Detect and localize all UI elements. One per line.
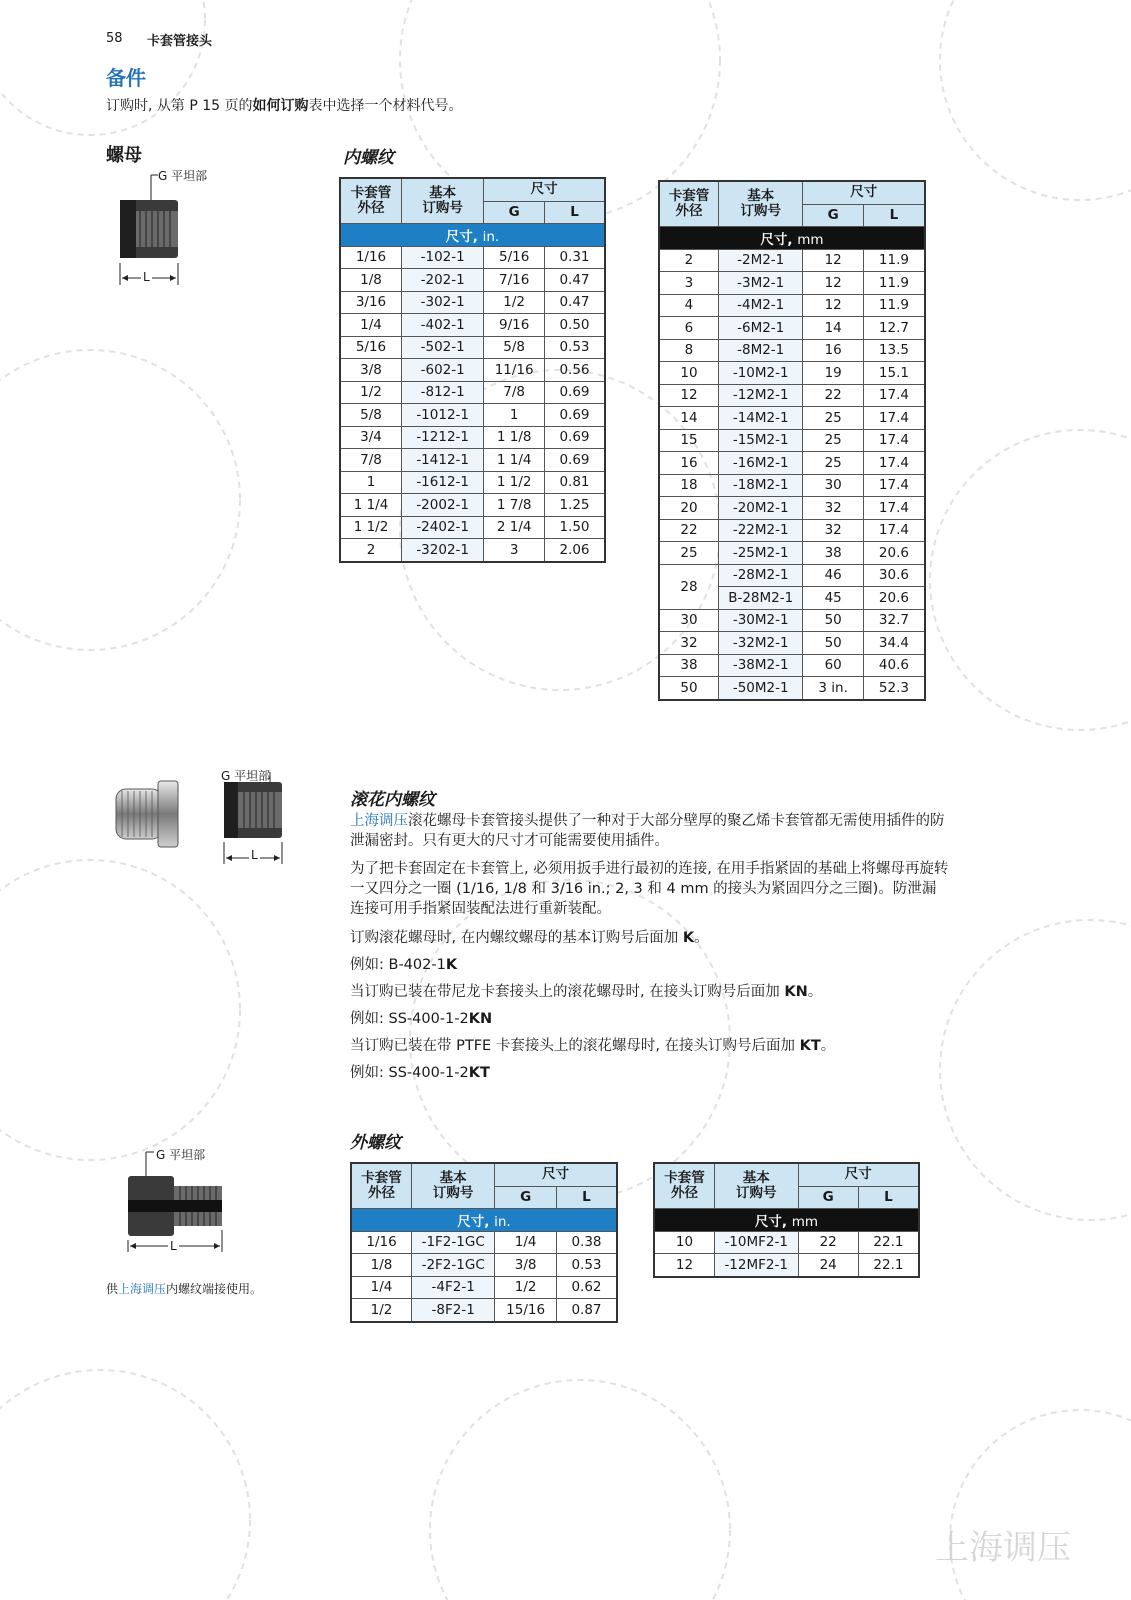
cell-l: 1.50 (544, 516, 605, 539)
knurled-paragraph-5: 当订购已装在带 PTFE 卡套接头上的滚花螺母时, 在接头订购号后面加 KT。 (350, 1038, 836, 1054)
cell-tube-od: 12 (659, 384, 718, 407)
cell-tube-od: 1/2 (351, 1299, 412, 1322)
table-row (659, 452, 925, 475)
cell-g: 1/2 (484, 291, 545, 314)
cell-order-number: -202-1 (401, 269, 483, 292)
col-basic-order: 基本 订购号 (412, 1163, 495, 1209)
table-row (340, 471, 605, 494)
knurled-heading: 滚花内螺纹 (350, 790, 435, 810)
cell-g: 12 (803, 294, 863, 317)
table-row (659, 384, 925, 407)
col-g: G (495, 1186, 557, 1209)
cell-order-number: -16M2-1 (718, 452, 803, 475)
cell-l: 12.7 (863, 317, 925, 340)
cell-l: 30.6 (863, 564, 925, 587)
cell-g: 22 (798, 1231, 858, 1254)
cell-order-number: -18M2-1 (718, 474, 803, 497)
female-inch-table (339, 177, 606, 563)
cell-tube-od: 25 (659, 542, 718, 565)
cell-tube-od: 22 (659, 519, 718, 542)
cell-l: 0.31 (544, 246, 605, 269)
cell-g: 1/4 (495, 1231, 557, 1254)
cell-order-number: -50M2-1 (718, 677, 803, 700)
col-g: G (484, 201, 545, 224)
cell-l: 13.5 (863, 339, 925, 362)
cell-l: 0.62 (556, 1276, 617, 1299)
cell-tube-od: 32 (659, 632, 718, 655)
cell-g: 5/16 (484, 246, 545, 269)
cell-tube-od: 14 (659, 407, 718, 430)
cell-order-number: -10M2-1 (718, 362, 803, 385)
cell-order-number: -3M2-1 (718, 272, 803, 295)
cell-g: 7/8 (484, 381, 545, 404)
table-row (659, 272, 925, 295)
col-basic-order: 基本 订购号 (401, 178, 483, 224)
col-dimensions: 尺寸 (798, 1163, 919, 1186)
cell-l: 0.69 (544, 449, 605, 472)
col-l: L (858, 1186, 919, 1209)
cell-tube-od: 15 (659, 429, 718, 452)
cell-tube-od: 1 1/2 (340, 516, 401, 539)
knurled-paragraph-1: 上海调压滚花螺母卡套管接头提供了一种对于大部分壁厚的聚乙烯卡套管都无需使用插件的防泄漏密封。只有更大的尺寸才可能需要使用插件。 (350, 813, 945, 849)
table-row (659, 317, 925, 340)
col-dimensions: 尺寸 (495, 1163, 617, 1186)
col-tube-od: 卡套管 外径 (351, 1163, 412, 1209)
cell-l: 2.06 (544, 539, 605, 562)
table-row (340, 494, 605, 517)
cell-tube-od: 16 (659, 452, 718, 475)
cell-order-number: -2002-1 (401, 494, 483, 517)
cell-g: 19 (803, 362, 863, 385)
cell-order-number: -25M2-1 (718, 542, 803, 565)
cell-tube-od: 2 (659, 249, 718, 272)
cell-g: 46 (803, 564, 863, 587)
cell-l: 40.6 (863, 654, 925, 677)
cell-order-number: -12MF2-1 (714, 1254, 798, 1277)
cell-order-number: -2F2-1GC (412, 1254, 495, 1277)
col-tube-od: 卡套管 外径 (659, 181, 718, 227)
cell-order-number: -602-1 (401, 359, 483, 382)
cell-tube-od: 6 (659, 317, 718, 340)
knurled-paragraph-4: 当订购已装在带尼龙卡套接头上的滚花螺母时, 在接头订购号后面加 KN。 (350, 984, 823, 1000)
cell-order-number: -102-1 (401, 246, 483, 269)
cell-l: 0.87 (556, 1299, 617, 1322)
cell-g: 16 (803, 339, 863, 362)
cell-tube-od: 30 (659, 609, 718, 632)
cell-g: 3/8 (495, 1254, 557, 1277)
col-l: L (544, 201, 605, 224)
cell-g: 1 (484, 404, 545, 427)
table-row (340, 539, 605, 562)
cell-g: 32 (803, 519, 863, 542)
cell-l: 0.47 (544, 269, 605, 292)
watermark-corner-text: 上海调压 (935, 1528, 1071, 1568)
cell-l: 34.4 (863, 632, 925, 655)
cell-tube-od: 4 (659, 294, 718, 317)
cell-order-number: -6M2-1 (718, 317, 803, 340)
table-row (340, 359, 605, 382)
unit-row: 尺寸, mm (659, 227, 925, 250)
cell-order-number: -30M2-1 (718, 609, 803, 632)
knurled-example-3: 例如: SS-400-1-2KT (350, 1065, 490, 1081)
table-row (659, 564, 925, 587)
cell-order-number: -4F2-1 (412, 1276, 495, 1299)
knurled-paragraph-2: 为了把卡套固定在卡套管上, 必须用扳手进行最初的连接, 在用手指紧固的基础上将螺母再旋转一又四分之一圈 (1/16, 1/8 和 3/16 in.; 2, 3 和 4 mm 的接头为紧固四分之三圈)。防泄漏连接可用手指紧固装配法进行重新装配。 (350, 861, 949, 917)
nuts-heading: 螺母 (106, 145, 142, 166)
col-basic-order: 基本 订购号 (714, 1163, 798, 1209)
cell-order-number: -402-1 (401, 314, 483, 337)
cell-l: 32.7 (863, 609, 925, 632)
cell-g: 1 7/8 (484, 494, 545, 517)
unit-row: 尺寸, in. (351, 1209, 617, 1232)
unit-row: 尺寸, mm (654, 1209, 919, 1232)
cell-l: 17.4 (863, 497, 925, 520)
section-title: 备件 (106, 66, 146, 90)
col-tube-od: 卡套管 外径 (340, 178, 401, 224)
cell-g: 22 (803, 384, 863, 407)
cell-tube-od: 50 (659, 677, 718, 700)
cell-l: 0.69 (544, 381, 605, 404)
cell-g: 60 (803, 654, 863, 677)
cell-g: 9/16 (484, 314, 545, 337)
cell-g: 12 (803, 272, 863, 295)
cell-g: 45 (803, 587, 863, 610)
cell-l: 20.6 (863, 587, 925, 610)
table-row (659, 474, 925, 497)
cell-order-number: -38M2-1 (718, 654, 803, 677)
col-tube-od: 卡套管 外径 (654, 1163, 714, 1209)
cell-order-number: -502-1 (401, 336, 483, 359)
cell-l: 17.4 (863, 452, 925, 475)
cell-tube-od: 3/4 (340, 426, 401, 449)
cell-order-number: -3202-1 (401, 539, 483, 562)
cell-tube-od: 5/16 (340, 336, 401, 359)
cell-order-number: -1F2-1GC (412, 1231, 495, 1254)
cell-tube-od: 12 (654, 1254, 714, 1277)
col-l: L (556, 1186, 617, 1209)
cell-order-number: -15M2-1 (718, 429, 803, 452)
cell-l: 1.25 (544, 494, 605, 517)
cell-l: 0.56 (544, 359, 605, 382)
cell-tube-od: 18 (659, 474, 718, 497)
cell-tube-od: 7/8 (340, 449, 401, 472)
cell-g: 25 (803, 452, 863, 475)
cell-g: 7/16 (484, 269, 545, 292)
cell-g: 32 (803, 497, 863, 520)
cell-tube-od: 5/8 (340, 404, 401, 427)
cell-tube-od: 1 (340, 471, 401, 494)
cell-g: 24 (798, 1254, 858, 1277)
table-row (340, 449, 605, 472)
cell-tube-od: 1/4 (351, 1276, 412, 1299)
table-row (351, 1276, 617, 1299)
cell-order-number: -28M2-1 (718, 564, 803, 587)
cell-tube-od: 1/8 (340, 269, 401, 292)
cell-l: 17.4 (863, 519, 925, 542)
cell-tube-od: 1/16 (340, 246, 401, 269)
cell-l: 0.50 (544, 314, 605, 337)
cell-l: 11.9 (863, 272, 925, 295)
table-row (351, 1254, 617, 1277)
table-row (351, 1231, 617, 1254)
cell-tube-od: 10 (659, 362, 718, 385)
page-number: 58 (106, 31, 123, 46)
table-row (340, 381, 605, 404)
table-row (659, 429, 925, 452)
male-length-label: L (170, 1239, 177, 1253)
cell-tube-od: 3/8 (340, 359, 401, 382)
cell-order-number: B-28M2-1 (718, 587, 803, 610)
cell-g: 1 1/4 (484, 449, 545, 472)
unit-row: 尺寸, in. (340, 224, 605, 247)
cell-g: 2 1/4 (484, 516, 545, 539)
chapter-title: 卡套管接头 (147, 34, 213, 49)
cell-g: 50 (803, 632, 863, 655)
cell-l: 11.9 (863, 249, 925, 272)
col-dimensions: 尺寸 (484, 178, 605, 201)
cell-order-number: -302-1 (401, 291, 483, 314)
table-row (351, 1299, 617, 1322)
cell-l: 0.38 (556, 1231, 617, 1254)
male-note: 供上海调压内螺纹端接使用。 (106, 1282, 263, 1296)
cell-g: 1 1/8 (484, 426, 545, 449)
cell-l: 52.3 (863, 677, 925, 700)
table-row (340, 336, 605, 359)
nut-flat-label: G 平坦部 (158, 169, 208, 183)
cell-l: 22.1 (858, 1231, 919, 1254)
cell-g: 30 (803, 474, 863, 497)
cell-order-number: -8M2-1 (718, 339, 803, 362)
cell-l: 0.81 (544, 471, 605, 494)
cell-g: 12 (803, 249, 863, 272)
col-g: G (798, 1186, 858, 1209)
cell-order-number: -8F2-1 (412, 1299, 495, 1322)
cell-g: 38 (803, 542, 863, 565)
table-row (659, 677, 925, 700)
cell-g: 25 (803, 407, 863, 430)
cell-l: 15.1 (863, 362, 925, 385)
cell-order-number: -1012-1 (401, 404, 483, 427)
cell-order-number: -2M2-1 (718, 249, 803, 272)
table-row (659, 339, 925, 362)
cell-l: 22.1 (858, 1254, 919, 1277)
table-row (659, 542, 925, 565)
cell-order-number: -4M2-1 (718, 294, 803, 317)
cell-order-number: -20M2-1 (718, 497, 803, 520)
cell-tube-od: 28 (659, 564, 718, 609)
cell-tube-od: 1 1/4 (340, 494, 401, 517)
female-mm-table (658, 180, 926, 701)
table-row (659, 294, 925, 317)
nut-female-drawing (106, 165, 216, 295)
cell-order-number: -32M2-1 (718, 632, 803, 655)
cell-g: 25 (803, 429, 863, 452)
cell-tube-od: 1/2 (340, 381, 401, 404)
cell-g: 14 (803, 317, 863, 340)
cell-g: 50 (803, 609, 863, 632)
cell-order-number: -22M2-1 (718, 519, 803, 542)
table-row (340, 291, 605, 314)
knurled-nut-photo (112, 775, 184, 855)
cell-l: 17.4 (863, 384, 925, 407)
cell-tube-od: 3 (659, 272, 718, 295)
knurled-paragraph-3: 订购滚花螺母时, 在内螺纹螺母的基本订购号后面加 K。 (350, 930, 709, 946)
cell-tube-od: 1/16 (351, 1231, 412, 1254)
cell-l: 20.6 (863, 542, 925, 565)
cell-l: 0.69 (544, 404, 605, 427)
cell-g: 15/16 (495, 1299, 557, 1322)
male-flat-label: G 平坦部 (156, 1148, 206, 1162)
cell-order-number: -812-1 (401, 381, 483, 404)
table-row (659, 362, 925, 385)
cell-tube-od: 38 (659, 654, 718, 677)
cell-tube-od: 10 (654, 1231, 714, 1254)
cell-l: 0.69 (544, 426, 605, 449)
cell-tube-od: 2 (340, 539, 401, 562)
table-row (654, 1254, 919, 1277)
cell-tube-od: 1/4 (340, 314, 401, 337)
cell-l: 11.9 (863, 294, 925, 317)
table-row (659, 519, 925, 542)
cell-order-number: -14M2-1 (718, 407, 803, 430)
cell-g: 1/2 (495, 1276, 557, 1299)
cell-order-number: -1612-1 (401, 471, 483, 494)
cell-tube-od: 8 (659, 339, 718, 362)
cell-l: 17.4 (863, 474, 925, 497)
male-mm-table (653, 1162, 920, 1278)
table-row (340, 314, 605, 337)
table-row (659, 654, 925, 677)
knurled-example-1: 例如: B-402-1K (350, 957, 458, 973)
cell-g: 11/16 (484, 359, 545, 382)
table-row (340, 246, 605, 269)
female-thread-heading: 内螺纹 (343, 148, 394, 168)
cell-g: 3 (484, 539, 545, 562)
cell-order-number: -12M2-1 (718, 384, 803, 407)
table-row (654, 1231, 919, 1254)
table-row (340, 516, 605, 539)
cell-tube-od: 1/8 (351, 1254, 412, 1277)
male-inch-table (350, 1162, 618, 1323)
cell-g: 5/8 (484, 336, 545, 359)
knurled-example-2: 例如: SS-400-1-2KN (350, 1011, 493, 1027)
knurled-length-label: L (251, 848, 258, 862)
table-row (340, 426, 605, 449)
cell-l: 0.47 (544, 291, 605, 314)
cell-tube-od: 20 (659, 497, 718, 520)
cell-tube-od: 3/16 (340, 291, 401, 314)
knurled-flat-label: G 平坦部 (221, 769, 271, 783)
cell-l: 0.53 (544, 336, 605, 359)
cell-g: 3 in. (803, 677, 863, 700)
table-row (340, 269, 605, 292)
male-thread-heading: 外螺纹 (350, 1133, 401, 1153)
cell-order-number: -2402-1 (401, 516, 483, 539)
table-row (340, 404, 605, 427)
cell-l: 17.4 (863, 407, 925, 430)
col-l: L (863, 204, 925, 227)
col-basic-order: 基本 订购号 (718, 181, 803, 227)
nut-length-label: L (143, 270, 150, 284)
col-g: G (803, 204, 863, 227)
col-dimensions: 尺寸 (803, 181, 925, 204)
table-row (659, 497, 925, 520)
table-row (659, 249, 925, 272)
cell-order-number: -1212-1 (401, 426, 483, 449)
section-intro: 订购时, 从第 P 15 页的如何订购表中选择一个材料代号。 (106, 98, 463, 114)
cell-order-number: -1412-1 (401, 449, 483, 472)
cell-order-number: -10MF2-1 (714, 1231, 798, 1254)
table-row (659, 609, 925, 632)
table-row (659, 632, 925, 655)
table-row (659, 407, 925, 430)
cell-g: 1 1/2 (484, 471, 545, 494)
cell-l: 0.53 (556, 1254, 617, 1277)
cell-l: 17.4 (863, 429, 925, 452)
